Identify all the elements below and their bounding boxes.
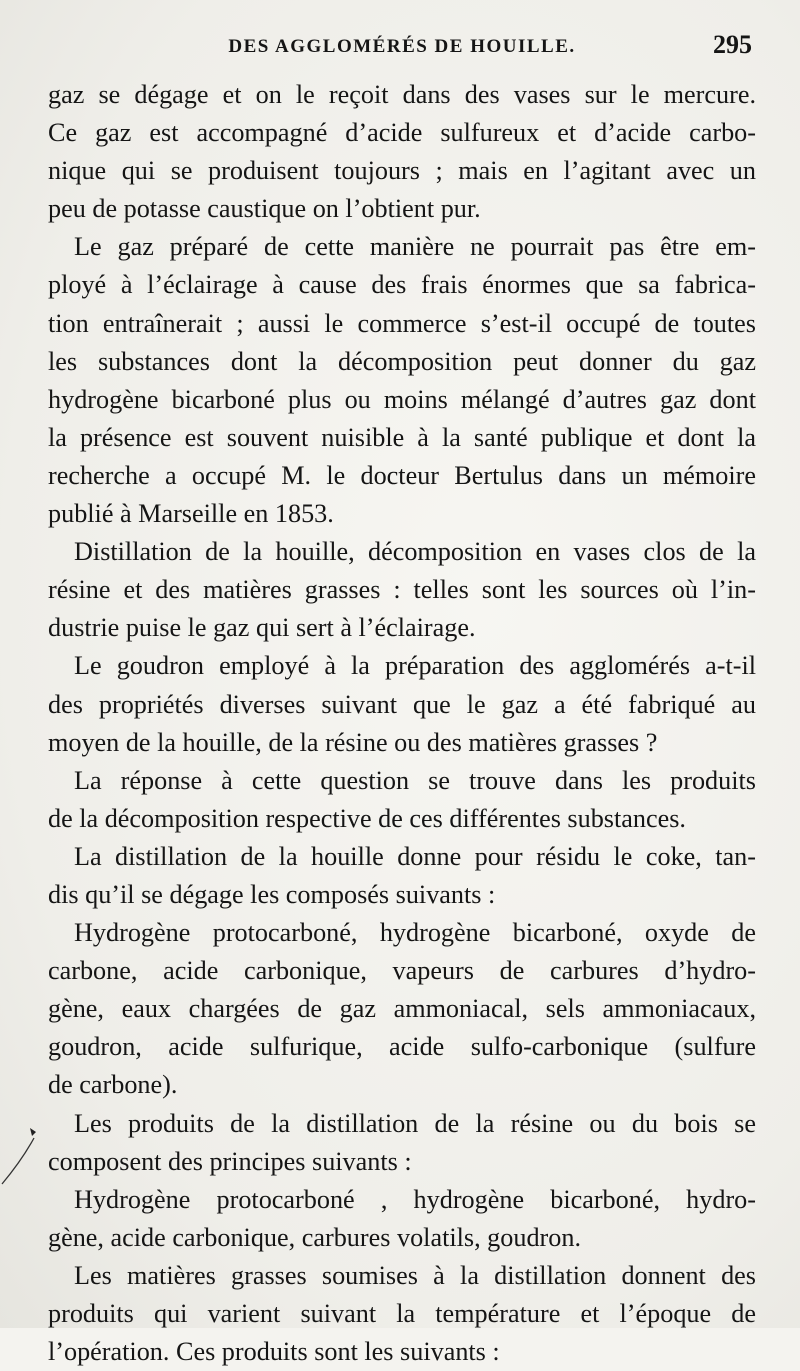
text-line: publié à Marseille en 1853. bbox=[48, 499, 334, 529]
text-line: résine et des matières grasses : telles sont les sources où l’in- bbox=[48, 575, 756, 605]
handwritten-pencil-mark bbox=[0, 1110, 50, 1190]
text-line: moyen de la houille, de la résine ou des matières grasses ? bbox=[48, 727, 658, 757]
text-line: produits qui varient suivant la température et l’époque de bbox=[48, 1299, 756, 1328]
text-line: La distillation de la houille donne pour résidu le coke, tan- bbox=[74, 841, 756, 871]
running-head bbox=[48, 30, 756, 76]
text-line: Le gaz préparé de cette manière ne pourrait pas être em- bbox=[74, 232, 756, 262]
text-line: gène, acide carbonique, carbures volatils, goudron. bbox=[48, 1222, 582, 1252]
text-line: Les matières grasses soumises à la distillation donnent des bbox=[74, 1260, 756, 1290]
text-line: dis qu’il se dégage les composés suivants : bbox=[48, 879, 496, 909]
text-line: gène, eaux chargées de gaz ammoniacal, sels ammoniacaux, bbox=[48, 994, 756, 1024]
text-line: de carbone). bbox=[48, 1070, 178, 1100]
text-line: composent des principes suivants : bbox=[48, 1146, 412, 1176]
text-line: carbone, acide carbonique, vapeurs de carbures d’hydro- bbox=[48, 956, 756, 986]
text-line: hydrogène bicarboné plus ou moins mélangé d’autres gaz dont bbox=[48, 384, 756, 414]
text-line: l’opération. Ces produits sont les suivants : bbox=[48, 1337, 500, 1367]
text-line: ployé à l’éclairage à cause des frais énormes que sa fabrica- bbox=[48, 270, 756, 300]
text-line: de la décomposition respective de ces différentes substances. bbox=[48, 803, 686, 833]
text-line: la présence est souvent nuisible à la santé publique et dont la bbox=[48, 422, 756, 452]
text-line: Hydrogène protocarboné , hydrogène bicarboné, hydro- bbox=[74, 1184, 756, 1214]
text-line: Le goudron employé à la préparation des agglomérés a-t-il bbox=[74, 651, 756, 681]
text-line: nique qui se produisent toujours ; mais en l’agitant avec un bbox=[48, 156, 756, 186]
running-title: DES AGGLOMÉRÉS DE HOUILLE. bbox=[228, 36, 576, 57]
text-line: goudron, acide sulfurique, acide sulfo-carbonique (sulfure bbox=[48, 1032, 756, 1062]
text-line: gaz se dégage et on le reçoit dans des vases sur le mercure. bbox=[48, 80, 756, 109]
text-line: des propriétés diverses suivant que le gaz a été fabriqué au bbox=[48, 689, 756, 719]
text-line: La réponse à cette question se trouve dans les produits bbox=[74, 765, 756, 795]
text-line: Distillation de la houille, décomposition en vases clos de la bbox=[74, 537, 756, 567]
text-line: Ce gaz est accompagné d’acide sulfureux et d’acide carbo- bbox=[48, 118, 756, 148]
text-line: les substances dont la décomposition peut donner du gaz bbox=[48, 346, 756, 376]
text-line: peu de potasse caustique on l’obtient pur. bbox=[48, 194, 481, 224]
text-line: tion entraînerait ; aussi le commerce s’est-il occupé de toutes bbox=[48, 308, 756, 338]
body-text bbox=[48, 76, 756, 1371]
text-line: recherche a occupé M. le docteur Bertulus dans un mémoire bbox=[48, 460, 756, 490]
text-line: Les produits de la distillation de la résine ou du bois se bbox=[74, 1108, 756, 1138]
text-line: Hydrogène protocarboné, hydrogène bicarboné, oxyde de bbox=[74, 918, 756, 948]
page-number: 295 bbox=[713, 30, 752, 59]
text-line: dustrie puise le gaz qui sert à l’éclairage. bbox=[48, 613, 476, 643]
